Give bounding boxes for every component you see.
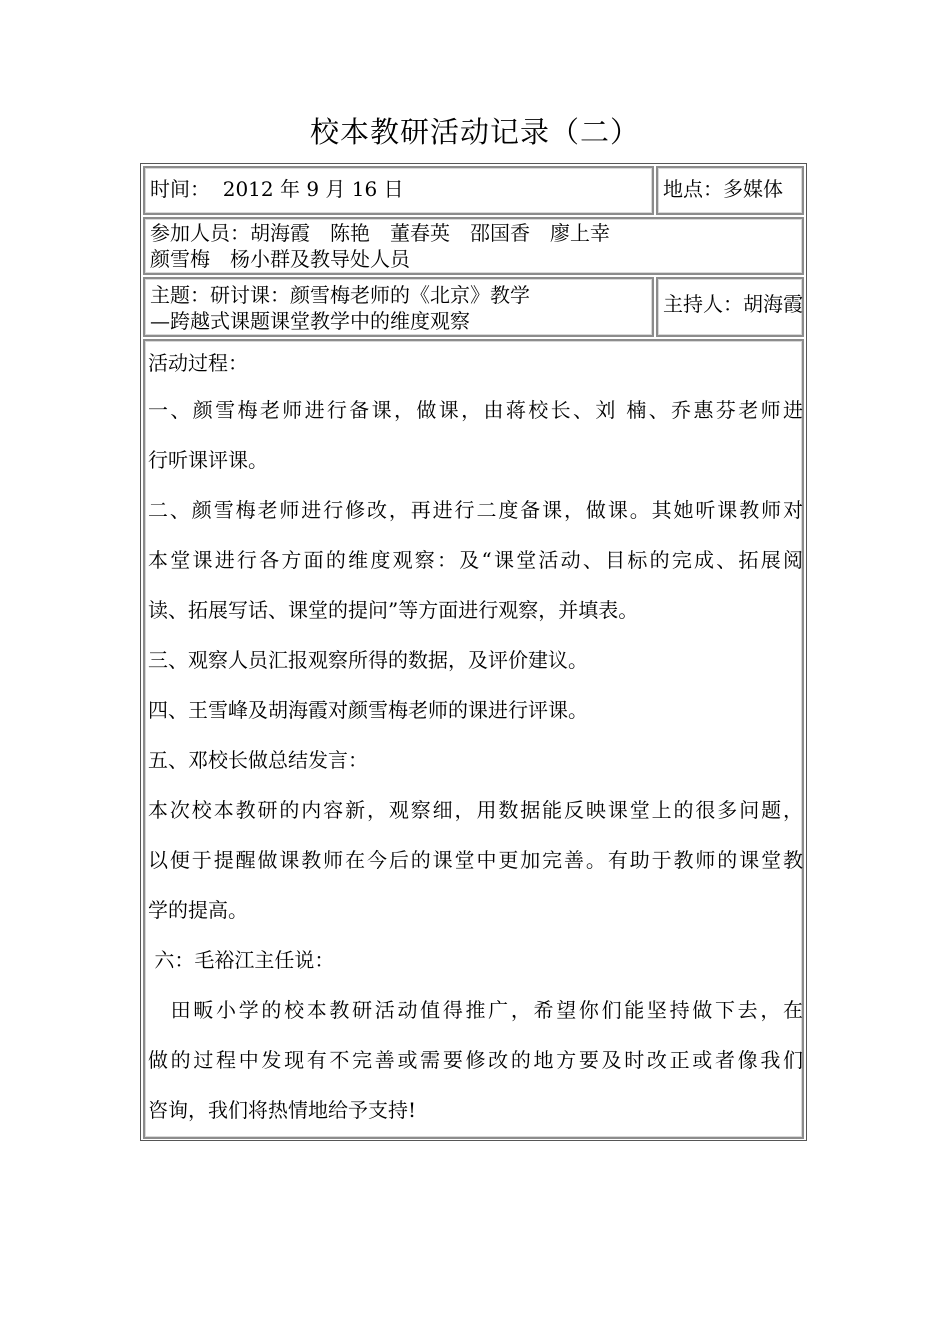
topic-line-1: 主题：研讨课：颜雪梅老师的《北京》教学	[150, 283, 530, 307]
location-cell	[656, 166, 804, 215]
process-line: 四、王雪峰及胡海霞对颜雪梅老师的课进行评课。	[148, 698, 588, 722]
process-line: 学的提高。	[148, 898, 248, 922]
process-line: 本堂课进行各方面的维度观察：及“课堂活动、目标的完成、拓展阅	[148, 548, 803, 572]
topic-cell	[143, 277, 654, 337]
process-line: 一、颜雪梅老师进行备课，做课，由蒋校长、刘 楠、乔惠芬老师进	[148, 398, 803, 422]
time-label: 时间：	[150, 177, 210, 201]
topic-line-2: —跨越式课题课堂教学中的维度观察	[150, 309, 470, 333]
process-line: 本次校本教研的内容新，观察细，用数据能反映课堂上的很多问题，	[148, 798, 803, 822]
process-line: 三、观察人员汇报观察所得的数据，及评价建议。	[148, 648, 588, 672]
process-line: 六：毛裕江主任说：	[148, 948, 335, 972]
process-cell	[143, 339, 804, 1139]
participants-line-2: 颜雪梅 杨小群及教导处人员	[150, 247, 410, 271]
location-text: 地点：多媒体	[663, 177, 783, 201]
process-line: 做的过程中发现有不完善或需要修改的地方要及时改正或者像我们	[148, 1048, 803, 1072]
process-heading: 活动过程：	[148, 351, 248, 375]
process-line: 读、拓展写话、课堂的提问”等方面进行观察，并填表。	[148, 598, 639, 622]
host-cell	[656, 277, 804, 337]
host-text: 主持人：胡海霞	[663, 292, 803, 316]
process-body	[148, 341, 803, 1135]
participants-text	[150, 220, 610, 272]
time-text	[150, 168, 404, 210]
time-value: 2012 年 9 月 16 日	[222, 177, 404, 201]
process-line: 田畈小学的校本教研活动值得推广，希望你们能坚持做下去，在	[148, 998, 803, 1022]
topic-text	[150, 282, 530, 334]
page-title: 校本教研活动记录（二）	[309, 115, 640, 149]
process-line: 二、颜雪梅老师进行修改，再进行二度备课，做课。其她听课教师对	[148, 498, 803, 522]
time-cell	[143, 166, 654, 215]
process-line: 咨询，我们将热情地给予支持!	[148, 1098, 417, 1122]
process-line: 行听课评课。	[148, 448, 268, 472]
process-line: 以便于提醒做课教师在今后的课堂中更加完善。有助于教师的课堂教	[148, 848, 803, 872]
participants-line-1: 参加人员：胡海霞 陈艳 董春英 邵国香 廖上幸	[150, 221, 610, 245]
process-line: 五、邓校长做总结发言：	[148, 748, 368, 772]
participants-cell	[143, 217, 804, 275]
